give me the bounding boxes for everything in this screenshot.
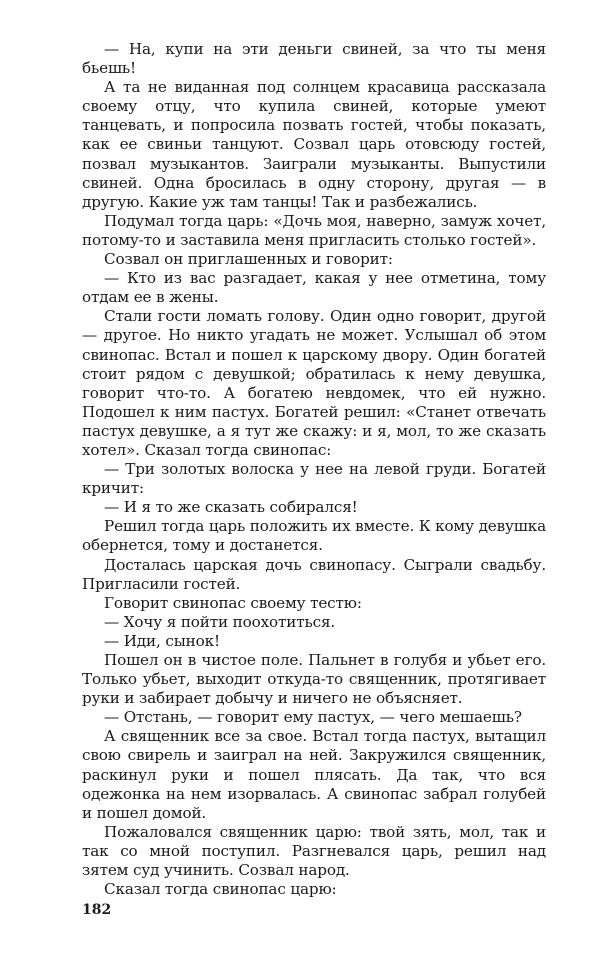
paragraph: Подумал тогда царь: «Дочь моя, наверно, замуж хочет, потому-то и заставила меня пригласить столько гостей». bbox=[82, 211, 546, 249]
paragraph: А священник все за свое. Встал тогда пастух, вытащил свою свирель и заиграл на ней. Закружился священник, раскинул руки и пошел плясать. Да так, что вся одежонка на нем изорвалась. А свинопас забрал голубей и пошел домой. bbox=[82, 727, 546, 822]
paragraph: Говорит свинопас своему тестю: bbox=[104, 593, 362, 612]
page-body bbox=[82, 40, 546, 899]
paragraph: Стали гости ломать голову. Один одно говорит, другой — другое. Но никто угадать не может. Услышал об этом свинопас. Встал и пошел к царскому двору. Один богатей стоит рядом с девушкой; обратилась к нему девушка, говорит что-то. А богатею невдомек, что ей нужно. Подошел к ним пастух. Богатей решил: «Станет отвечать пастух девушке, а я тут же скажу: и я, мол, то же сказать хотел». Сказал тогда свинопас: bbox=[82, 307, 546, 459]
page-number: 182 bbox=[82, 902, 112, 918]
paragraph: Пожаловался священник царю: твой зять, мол, так и так со мной поступил. Разгневался царь, решил над зятем суд учинить. Созвал народ. bbox=[82, 822, 546, 880]
paragraph: — Хочу я пойти поохотиться. bbox=[104, 612, 336, 631]
paragraph: — Кто из вас разгадает, какая у нее отметина, тому отдам ее в жены. bbox=[82, 269, 546, 307]
paragraph: — И я то же сказать собирался! bbox=[104, 498, 358, 517]
paragraph: А та не виданная под солнцем красавица рассказала своему отцу, что купила свиней, которые умеют танцевать, и попросила позвать гостей, чтобы показать, как ее свиньи танцуют. Созвал царь отовсюду гостей, позвал музыкантов. Заиграли музыканты. Выпустили свиней. Одна бросилась в одну сторону, другая — в другую. Какие уж там танцы! Так и разбежались. bbox=[82, 78, 546, 211]
paragraph: — Иди, сынок! bbox=[104, 631, 220, 650]
paragraph: Сказал тогда свинопас царю: bbox=[104, 880, 337, 899]
paragraph: Решил тогда царь положить их вместе. К кому девушка обернется, тому и достанется. bbox=[82, 517, 547, 555]
paragraph: Досталась царская дочь свинопасу. Сыграли свадьбу. Пригласили гостей. bbox=[82, 555, 546, 593]
paragraph: — На, купи на эти деньги свиней, за что ты меня бьешь! bbox=[82, 40, 546, 78]
paragraph: Пошел он в чистое поле. Пальнет в голубя и убьет его. Только убьет, выходит откуда-то священник, протягивает руки и забирает добычу и ничего не объясняет. bbox=[82, 651, 546, 708]
paragraph: — Три золотых волоска у нее на левой груди. Богатей кричит: bbox=[82, 460, 546, 498]
paragraph: Созвал он приглашенных и говорит: bbox=[104, 250, 393, 269]
paragraph: — Отстань, — говорит ему пастух, — чего мешаешь? bbox=[104, 708, 522, 727]
